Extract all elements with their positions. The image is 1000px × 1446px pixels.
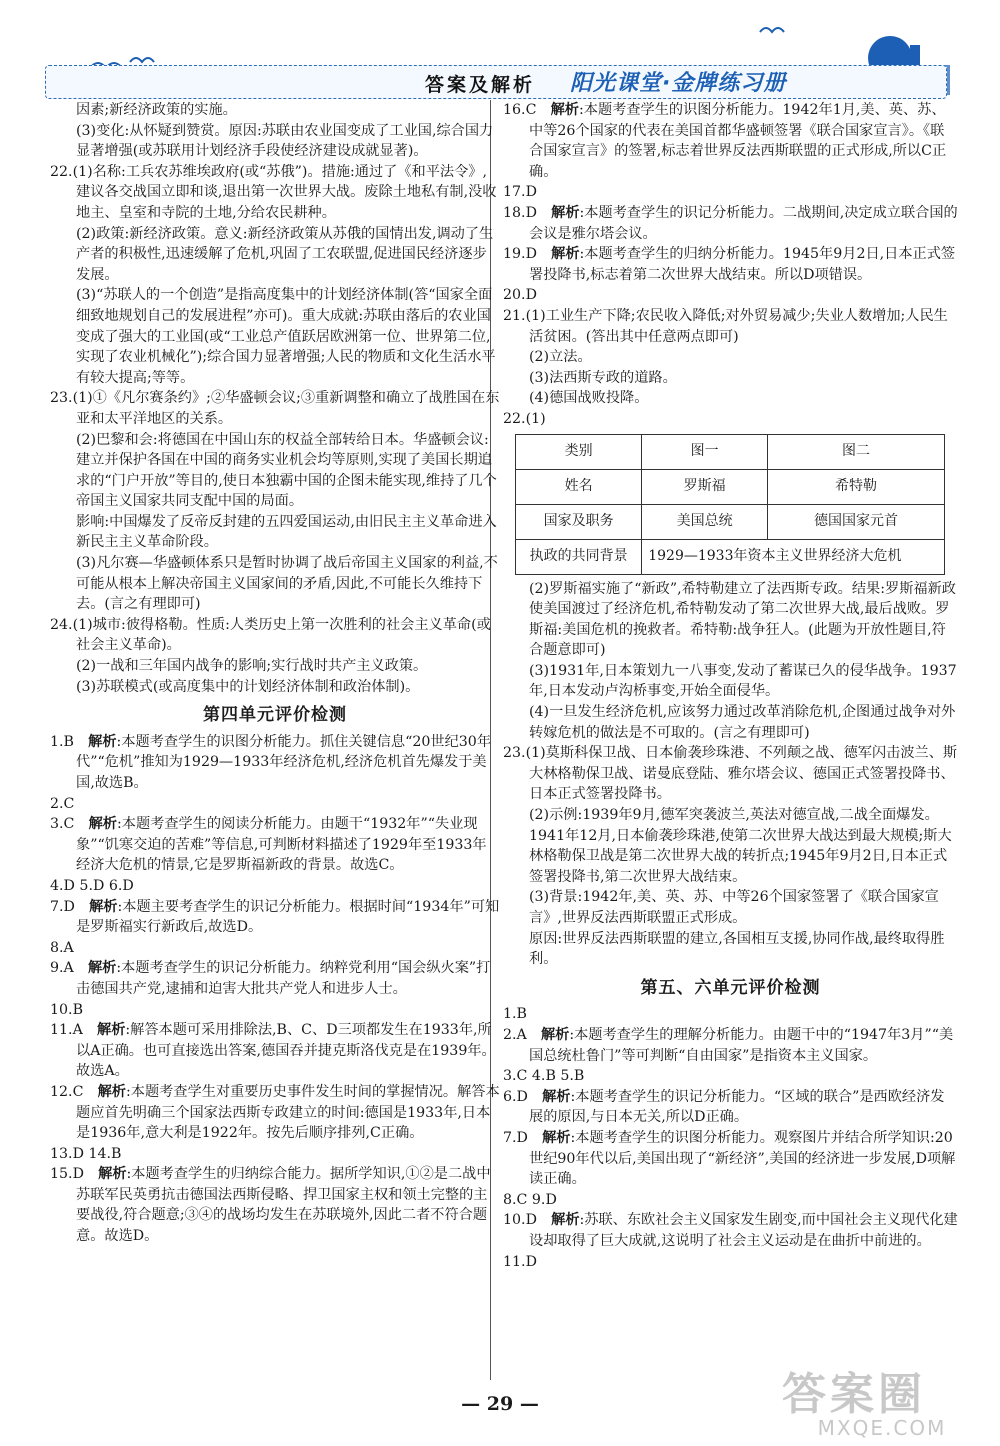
answer-continuation: (3)变化:从怀疑到赞赏。原因:苏联由农业国变成了工业国,综合国力显著增强(或苏联用计划经济手段使经济建设成就显著)。 — [76, 122, 494, 160]
answer-item — [503, 244, 958, 285]
answer-continuation: (3)凡尔赛—华盛顿体系只是暂时协调了战后帝国主义国家的利益,不可能从根本上解决帝国主义国家间的矛盾,因此,不可能长久维持下去。(言之有理即可) — [76, 555, 498, 613]
page-header — [30, 10, 975, 105]
answer-item — [50, 814, 500, 876]
answer-continuation: 原因:世界反法西斯联盟的建立,各国相互支援,协同作战,最终取得胜利。 — [529, 930, 945, 968]
section-title: 第四单元评价检测 — [203, 705, 347, 726]
answer-choice: 7.D — [503, 1129, 528, 1146]
answer-item — [503, 203, 958, 244]
header-title: 答案及解析 — [425, 74, 536, 96]
answer-item: 4.D 5.D 6.D — [50, 877, 134, 894]
answer-item: 10.B — [50, 1001, 83, 1018]
answer-item: 24.(1)城市:彼得格勒。性质:人类历史上第一次胜利的社会主义革命(或社会主义革命)。 — [50, 616, 491, 654]
table-cell: 希特勒 — [768, 469, 945, 504]
answer-continuation: (2)罗斯福实施了“新政”,希特勒建立了法西斯专政。结果:罗斯福新政使美国渡过了经济危机,希特勒发动了第二次世界大战,最后战败。罗斯福:美国危机的挽救者。希特勒:战争狂人。(此题为开放性题目,符合题意即可) — [529, 580, 956, 659]
answer-item — [503, 1025, 958, 1066]
answer-item: 17.D — [503, 184, 537, 201]
right-column-top — [503, 100, 958, 430]
analysis-text: :本题考查学生的识图分析能力。观察图片并结合所学知识:20世纪90年代以后,美国出现了“新经济”,美国的经济进一步发展,D项解读正确。 — [529, 1129, 956, 1188]
analysis-text: :本题考查学生的识图分析能力。1942年1月,美、英、苏、中等26个国家的代表在美国首都华盛顿签署《联合国家宣言》。《联合国家宣言》的签署,标志着世界反法西斯联盟的正式形成,所以C正确。 — [529, 102, 947, 180]
table-cell: 执政的共同背景 — [516, 539, 642, 574]
answer-table-22 — [515, 434, 945, 575]
answer-item — [503, 1087, 958, 1128]
answer-continuation: (3)“苏联人的一个创造”是指高度集中的计划经济体制(答“国家全面细致地规划自己的发展进程”亦可)。重大成就:苏联由落后的农业国变成了强大的工业国(或“工业总产值跃居欧洲第一位、世界第二位,实现了农业机械化”);综合国力显著增强;人民的物质和文化生活水平有较大提高;等等。 — [76, 287, 496, 386]
answer-choice: 15.D — [50, 1166, 84, 1183]
answer-continuation: (2)立法。 — [529, 349, 592, 366]
analysis-label: 解析 — [98, 1166, 127, 1183]
answer-item: 3.C 4.B 5.B — [503, 1068, 585, 1085]
analysis-text: :本题考查学生的识记分析能力。二战期间,决定成立联合国的会议是雅尔塔会议。 — [529, 204, 958, 242]
analysis-label: 解析 — [551, 1212, 580, 1229]
watermark-url: MXQE.COM — [817, 1416, 947, 1440]
table-cell: 姓名 — [516, 469, 642, 504]
answer-choice: 16.C — [503, 102, 537, 118]
table-cell: 1929—1933年资本主义世界经济大危机 — [642, 539, 945, 574]
answer-item — [50, 1164, 500, 1246]
answer-item: 1.B — [503, 1006, 527, 1023]
analysis-label: 解析 — [542, 1088, 571, 1105]
analysis-label: 解析 — [89, 898, 118, 915]
analysis-text: :本题考查学生对重要历史事件发生时间的掌握情况。解答本题应首先明确三个国家法西斯专政建立的时间:德国是1933年,日本是1936年,意大利是1922年。按先后顺序排列,C正确。 — [76, 1083, 500, 1142]
analysis-text: :本题考查学生的归纳分析能力。1945年9月2日,日本正式签署投降书,标志着第二次世界大战结束。所以D项错误。 — [529, 246, 956, 283]
answer-item: 22.(1)名称:工兵农苏维埃政府(或“苏俄”)。措施:通过了《和平法令》,建议各交战国立即和谈,退出第一次世界大战。废除土地私有制,没收地主、皇室和寺院的土地,分给农民耕种。 — [50, 163, 497, 221]
table-header-cell: 类别 — [516, 434, 642, 469]
answer-choice: 3.C — [50, 816, 75, 833]
answer-choice: 12.C — [50, 1083, 84, 1100]
answer-continuation: (4)一旦发生经济危机,应该努力通过改革消除危机,企图通过战争对外转嫁危机的做法是不可取的。(言之有理即可) — [529, 704, 956, 741]
analysis-text: :本题考查学生的理解分析能力。由题干中的“1947年3月”“美国总统杜鲁门”等可判断“自由国家”是指资本主义国家。 — [529, 1026, 954, 1064]
answer-item: 20.D — [503, 287, 537, 304]
table-header-cell: 图二 — [768, 434, 945, 469]
section-title: 第五、六单元评价检测 — [640, 977, 821, 998]
answer-choice: 6.D — [503, 1088, 528, 1105]
answer-item — [503, 1210, 958, 1251]
analysis-text: :本题考查学生的归纳综合能力。据所学知识,①②是二战中苏联军民英勇抗击德国法西斯侵略、捍卫国家主权和领土完整的主要战役,符合题意;③④的战场均发生在苏联境外,因此二者不符合题意。故选D。 — [76, 1166, 491, 1245]
watermark-logo: 答案圈 — [782, 1369, 926, 1420]
answer-item: 23.(1)①《凡尔赛条约》;②华盛顿会议;③重新调整和确立了战胜国在东亚和太平洋地区的关系。 — [50, 390, 500, 427]
answer-item: 22.(1) — [503, 410, 546, 427]
table-cell: 国家及职务 — [516, 504, 642, 539]
answer-item: 21.(1)工业生产下降;农民收入降低;对外贸易减少;失业人数增加;人民生活贫困。(答出其中任意两点即可) — [503, 307, 948, 345]
analysis-label: 解析 — [540, 1026, 570, 1043]
analysis-label: 解析 — [88, 733, 117, 750]
analysis-text: :本题考查学生的识记分析能力。纳粹党利用“国会纵火案”打击德国共产党,逮捕和迫害大批共产党人和进步人士。 — [76, 960, 491, 997]
answer-continuation: (2)巴黎和会:将德国在中国山东的权益全部转给日本。华盛顿会议:建立并保护各国在中国的商务实业机会均等原则,实现了美国长期追求的“门户开放”等目的,使日本独霸中国的企图未能实现,维持了几个帝国主义国家共同支配中国的局面。 — [76, 431, 497, 510]
answer-item — [50, 1020, 500, 1082]
table-header-cell: 图一 — [642, 434, 768, 469]
answer-continuation: 因素;新经济政策的实施。 — [76, 102, 237, 118]
table-row — [516, 469, 945, 504]
answer-item: 8.A — [50, 939, 74, 956]
answer-item: 8.C 9.D — [503, 1191, 557, 1208]
table-cell: 美国总统 — [642, 504, 768, 539]
answer-item — [50, 732, 500, 794]
table-cell: 罗斯福 — [642, 469, 768, 504]
page-number: — 29 — — [461, 1393, 539, 1415]
answer-continuation: (2)示例:1939年9月,德军突袭波兰,英法对德宣战,二战全面爆发。1941年12月,日本偷袭珍珠港,使第二次世界大战达到最大规模;斯大林格勒保卫战是第二次世界大战的转折点;1945年9月2日,日本正式签署投降书,第二次世界大战结束。 — [529, 807, 952, 885]
analysis-label: 解析 — [542, 1129, 571, 1146]
analysis-text: :苏联、东欧社会主义国家发生剧变,而中国社会主义现代化建设却取得了巨大成就,这说明了社会主义运动是在曲折中前进的。 — [529, 1212, 958, 1249]
answer-continuation: (2)政策:新经济政策。意义:新经济政策从苏俄的国情出发,调动了生产者的积极性,迅速缓解了危机,巩固了工农联盟,促进国民经济逐步发展。 — [76, 225, 494, 283]
answer-choice: 11.A — [50, 1022, 83, 1039]
answer-choice: 7.D — [50, 898, 75, 915]
answer-item: 2.C — [50, 795, 75, 812]
answer-item — [50, 1082, 500, 1144]
answer-continuation: (4)德国战败投降。 — [529, 390, 649, 407]
answer-item — [50, 958, 500, 999]
analysis-text: :本题考查学生的识图分析能力。抓住关键信息“20世纪30年代”“危机”推知为1929—1933年经济危机,经济危机首先爆发于美国,故选B。 — [76, 733, 492, 791]
analysis-label: 解析 — [551, 204, 580, 221]
analysis-text: :本题考查学生的阅读分析能力。由题干“1932年”“失业现象”“饥寒交迫的苦难”等信息,可判断材料描述了1929年至1933年经济大危机的情景,它是罗斯福新政的背景。故选C。 — [76, 816, 487, 874]
analysis-label: 解析 — [87, 960, 117, 977]
table-row — [516, 539, 945, 574]
answer-item — [503, 1128, 958, 1190]
table-row — [516, 434, 945, 469]
answer-choice: 9.A — [50, 960, 74, 977]
analysis-text: :本题考查学生的识记分析能力。“区域的联合”是西欧经济发展的原因,与日本无关,所以D正确。 — [529, 1088, 945, 1126]
answer-choice: 10.D — [503, 1212, 537, 1229]
answer-continuation: (3)1931年,日本策划九一八事变,发动了蓄谋已久的侵华战争。1937年,日本发动卢沟桥事变,开始全面侵华。 — [529, 662, 957, 700]
answer-item: 13.D 14.B — [50, 1145, 122, 1162]
answer-item — [503, 100, 958, 182]
analysis-text: :解答本题可采用排除法,B、C、D三项都发生在1933年,所以A正确。也可直接选出答案,德国吞并捷克斯洛伐克是在1939年。故选A。 — [76, 1022, 496, 1080]
answer-item: 11.D — [503, 1253, 537, 1270]
right-column — [503, 100, 958, 1272]
left-column — [50, 100, 500, 1247]
answer-choice: 2.A — [503, 1026, 527, 1043]
answer-item — [50, 897, 500, 938]
answer-choice: 19.D — [503, 246, 537, 263]
answer-continuation: (3)苏联模式(或高度集中的计划经济体制和政治体制)。 — [76, 678, 420, 695]
analysis-label: 解析 — [551, 246, 580, 263]
right-column-bottom — [503, 579, 958, 1273]
answer-continuation: 影响:中国爆发了反帝反封建的五四爱国运动,由旧民主主义革命进入新民主主义革命阶段。 — [76, 513, 497, 551]
answer-continuation: (3)背景:1942年,美、英、苏、中等26个国家签署了《联合国家宣言》,世界反法西斯联盟正式形成。 — [529, 889, 939, 926]
table-cell: 德国国家元首 — [768, 504, 945, 539]
analysis-label: 解析 — [97, 1022, 126, 1039]
header-brand: 阳光课堂·金牌练习册 — [570, 71, 787, 96]
answer-continuation: (3)法西斯专政的道路。 — [529, 369, 677, 386]
answer-choice: 18.D — [503, 204, 537, 221]
analysis-label: 解析 — [88, 816, 117, 833]
analysis-label: 解析 — [97, 1083, 126, 1100]
answer-choice: 1.B — [50, 733, 74, 750]
analysis-label: 解析 — [550, 102, 579, 118]
answer-item: 23.(1)莫斯科保卫战、日本偷袭珍珠港、不列颠之战、德军闪击波兰、斯大林格勒保卫战、诺曼底登陆、雅尔塔会议、德国正式签署投降书、日本正式签署投降书。 — [503, 745, 958, 803]
analysis-text: :本题主要考查学生的识记分析能力。根据时间“1934年”可知是罗斯福实行新政后,故选D。 — [76, 898, 500, 936]
table-row — [516, 504, 945, 539]
answer-continuation: (2)一战和三年国内战争的影响;实行战时共产主义政策。 — [76, 658, 428, 675]
watermark — [782, 1358, 982, 1438]
